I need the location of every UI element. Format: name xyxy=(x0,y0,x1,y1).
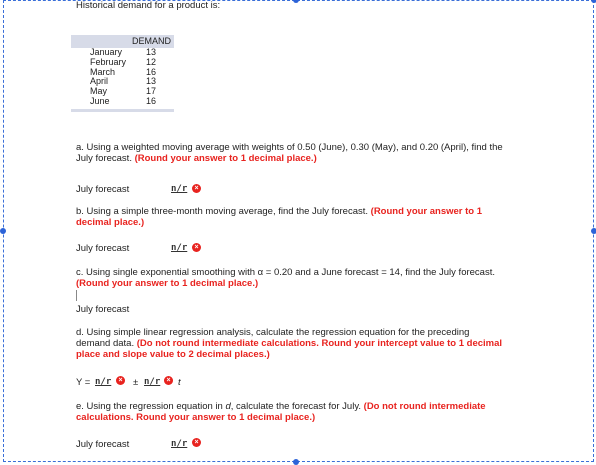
answer-d-slope-field[interactable]: n/r xyxy=(144,377,161,387)
incorrect-icon: × xyxy=(192,184,201,193)
question-e: e. Using the regression equation in d, calculate the forecast for July. (Do not round intermediate calculations. Round your answer to 1 decimal place.) xyxy=(76,401,486,423)
resize-handle-bottom[interactable] xyxy=(293,459,299,465)
incorrect-icon: × xyxy=(116,376,125,385)
resize-handle-right[interactable] xyxy=(591,228,596,234)
resize-handle-top-right[interactable] xyxy=(591,0,596,3)
table-row: May 17 xyxy=(90,86,157,97)
table-row: June 16 xyxy=(90,95,157,106)
answer-a-field[interactable]: n/r xyxy=(171,184,188,194)
question-c: c. Using single exponential smoothing with α = 0.20 and a June forecast = 14, find the July forecast. (Round your answer to 1 decimal place.) xyxy=(76,267,495,289)
plus-minus-sign: ± xyxy=(133,377,139,388)
july-forecast-label-c: July forecast xyxy=(76,304,130,315)
question-a: a. Using a weighted moving average with weights of 0.50 (June), 0.30 (May), and 0.20 (April), find the July forecast. (Round your answer to 1 decimal place.) xyxy=(76,142,503,164)
table-header: DEMAND xyxy=(71,35,174,48)
july-forecast-label-b: July forecast xyxy=(76,243,130,254)
table-row: March 16 xyxy=(90,66,157,77)
question-d: d. Using simple linear regression analysis, calculate the regression equation for the preceding demand data. (Do not round intermediate calculations. Round your intercept value to 1 decimal place and slope value to 2 decimal places.) xyxy=(76,327,503,360)
answer-b-field[interactable]: n/r xyxy=(171,243,188,253)
resize-handle-left[interactable] xyxy=(0,228,6,234)
t-variable: t xyxy=(178,377,181,388)
table-row: February 12 xyxy=(90,56,157,67)
answer-e-field[interactable]: n/r xyxy=(171,439,188,449)
text-cursor xyxy=(76,290,77,301)
answer-d-intercept-field[interactable]: n/r xyxy=(95,377,112,387)
incorrect-icon: × xyxy=(192,243,201,252)
regression-y-label: Y = xyxy=(76,377,91,388)
intro-text: Historical demand for a product is: xyxy=(76,0,221,11)
july-forecast-label-e: July forecast xyxy=(76,439,130,450)
incorrect-icon: × xyxy=(164,376,173,385)
demand-table xyxy=(71,35,174,112)
question-b: b. Using a simple three-month moving average, find the July forecast. (Round your answer to 1 decimal place.) xyxy=(76,206,483,228)
incorrect-icon: × xyxy=(192,438,201,447)
table-footer-bar xyxy=(71,109,174,112)
july-forecast-label-a: July forecast xyxy=(76,184,130,195)
table-row: January 13 xyxy=(90,47,157,57)
table-row: April 13 xyxy=(90,76,157,87)
